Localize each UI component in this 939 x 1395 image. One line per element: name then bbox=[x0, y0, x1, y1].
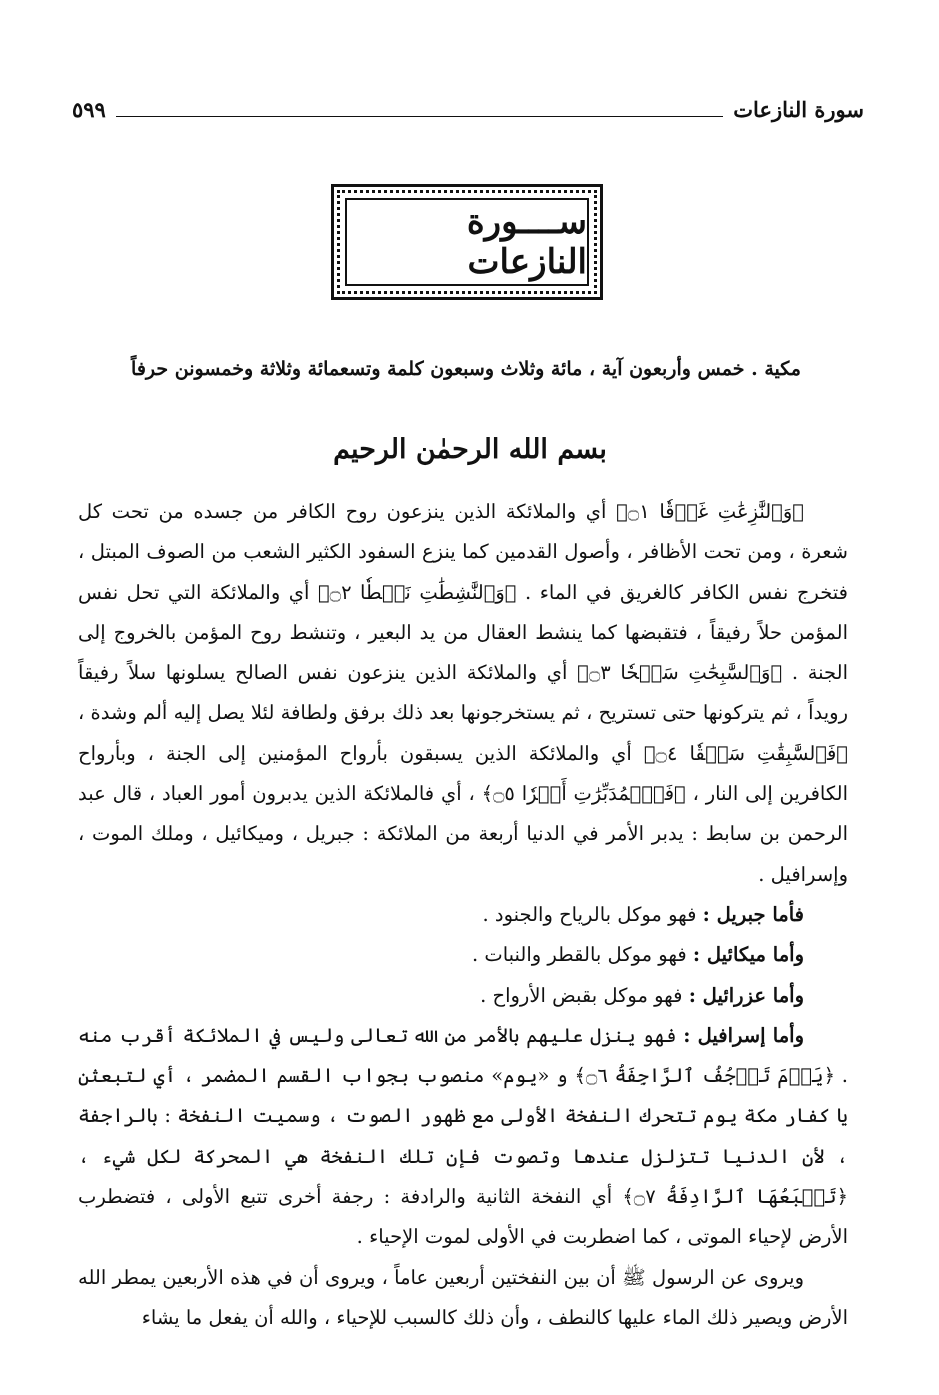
surah-meta: مكية . خمس وأربعون آية ، مائة وثلاث وسبعون كلمة وتسعمائة وثلاثة وخمسونن حرفاً bbox=[131, 358, 801, 380]
page-number: ٥٩٩ bbox=[72, 97, 106, 122]
running-header bbox=[72, 88, 864, 122]
surah-title: ســــورة النازعات bbox=[466, 202, 587, 282]
israfil-text: فهو ينزل عليهم بالأمر من الله تعالى وليس في الملائكة أقرب منه . ﴿يَوۡمَ تَرۡجُفُ ٱلرَّاجِفَةُ ۝٦﴾ و «يوم» منصوب بجواب القسم المضمر ، أي لتبعثن يا كفار مكة يوم تتحرك النفخة الأولى مع ظهور الصوت ، وسميت النفخة : بالراجفة ، لأن الدنيا تتزلزل عندها وتصوت فإن تلك النفخة هي المحركة لكل شيء ، ﴿تَتۡبَعُهَا ٱلرَّادِفَةُ ۝٧﴾ أي النفخة الثانية والرادفة : رجفة أخرى تتبع الأولى ، فتضطرب الأرض لإحياء الموتى ، كما اضطربت في الأولى لموت الإحياء . bbox=[78, 1023, 848, 1249]
paragraph-israfil bbox=[78, 1016, 848, 1258]
basmala: بسم الله الرحمٰن الرحيم bbox=[333, 434, 607, 465]
angel-item-azrail bbox=[78, 976, 804, 1016]
surah-title-frame bbox=[331, 184, 603, 300]
angel-name: وأما إسرافيل : bbox=[683, 1023, 804, 1047]
running-header-surah-name: سورة النازعات bbox=[733, 97, 864, 122]
title-frame-ornament bbox=[337, 190, 597, 294]
angel-name: فأما جبريل : bbox=[702, 902, 804, 926]
angel-role: فهو موكل بقبض الأرواح . bbox=[480, 983, 689, 1007]
angel-name: وأما ميكائيل : bbox=[692, 943, 804, 967]
angel-item-jibril bbox=[78, 895, 804, 935]
angel-role: فهو موكل بالرياح والجنود . bbox=[482, 902, 703, 926]
angel-role: فهو موكل بالقطر والنبات . bbox=[471, 943, 693, 967]
angel-item-mikail bbox=[78, 935, 804, 975]
paragraph-final: ويروى عن الرسول ﷺ أن بين النفختين أربعين عاماً ، ويروى أن في هذه الأربعين يمطر الله الأرض ويصير ذلك الماء عليها كالنطف ، وأن ذلك كالسبب للإحياء ، والله أن يفعل ما يشاء bbox=[78, 1265, 848, 1329]
angel-name: وأما عزرائيل : bbox=[688, 983, 804, 1007]
paragraph-verses-1-5: ﴿وَٱلنَّٰزِعَٰتِ غَرۡقٗا ۝١﴾ أي والملائكة الذين ينزعون روح الكافر من جسده من تحت كل شعرة ، ومن تحت الأظافر ، وأصول القدمين كما ينزع السفود الكثير الشعب من الصوف المبتل ، فتخرج نفس الكافر كالغريق في الماء . ﴿وَٱلنَّٰشِطَٰتِ نَشۡطٗا ۝٢﴾ أي والملائكة التي تحل نفس المؤمن حلاً رفيقاً ، فتقبضها كما ينشط العقال من يد البعير ، وتنشط روح المؤمن بالخروج إلى الجنة . ﴿وَٱلسَّٰبِحَٰتِ سَبۡحٗا ۝٣﴾ أي والملائكة الذين ينزعون نفس الصالح يسلونها سلاً رفيقاً رويداً ، ثم يتركونها حتى تستريح ، ثم يستخرجونها بعد ذلك برفق ولطافة لئلا يصل إليه ألم وشدة ، ﴿فَٱلسَّٰبِقَٰتِ سَبۡقٗا ۝٤﴾ أي والملائكة الذين يسبقون بأرواح المؤمنين إلى الجنة ، وبأرواح الكافرين إلى النار ، ﴿فَٱلۡمُدَبِّرَٰتِ أَمۡرٗا ۝٥﴾ ، أي فالملائكة الذين يدبرون أمور العباد ، قال عبد الرحمن بن سابط : يدبر الأمر في الدنيا أربعة من الملائكة : جبريل ، وميكائيل ، وملك الموت ، وإسرافيل . bbox=[78, 500, 849, 886]
title-frame-inner bbox=[345, 198, 589, 286]
header-rule bbox=[116, 116, 723, 117]
tafsir-body bbox=[78, 492, 848, 1338]
